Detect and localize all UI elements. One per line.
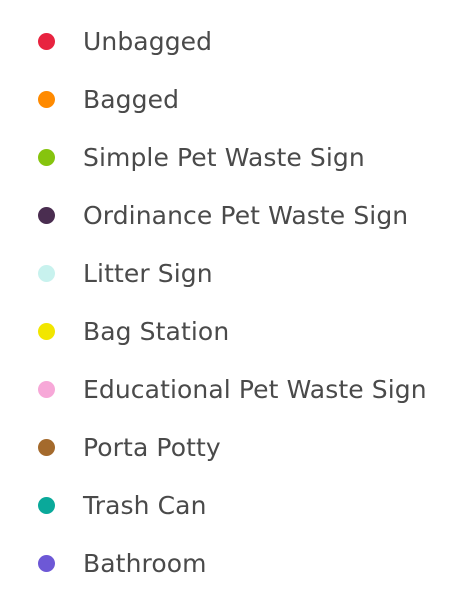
legend-item-litter-sign: [38, 253, 213, 293]
legend-item-bathroom: [38, 543, 207, 583]
legend-item-ordinance-pet-waste-sign: [38, 195, 408, 235]
legend-label: Porta Potty: [83, 432, 221, 462]
legend-item-trash-can: [38, 485, 207, 525]
legend-item-educational-pet-waste-sign: [38, 369, 427, 409]
educational-pet-waste-sign-swatch-icon: [38, 381, 55, 398]
legend-label: Unbagged: [83, 26, 213, 56]
legend-label: Ordinance Pet Waste Sign: [83, 200, 409, 230]
legend-label: Simple Pet Waste Sign: [83, 142, 365, 172]
legend-label: Litter Sign: [83, 258, 213, 288]
litter-sign-swatch-icon: [38, 265, 55, 282]
unbagged-swatch-icon: [38, 33, 55, 50]
bathroom-swatch-icon: [38, 555, 55, 572]
porta-potty-swatch-icon: [38, 439, 55, 456]
legend-item-simple-pet-waste-sign: [38, 137, 365, 177]
legend-label: Bag Station: [83, 316, 230, 346]
legend-label: Educational Pet Waste Sign: [83, 374, 427, 404]
legend-label: Trash Can: [83, 490, 207, 520]
legend-item-bagged: [38, 79, 179, 119]
ordinance-pet-waste-sign-swatch-icon: [38, 207, 55, 224]
bagged-swatch-icon: [38, 91, 55, 108]
legend-label: Bagged: [83, 84, 180, 114]
trash-can-swatch-icon: [38, 497, 55, 514]
legend-item-porta-potty: [38, 427, 221, 467]
bag-station-swatch-icon: [38, 323, 55, 340]
legend-item-bag-station: [38, 311, 229, 351]
legend-item-unbagged: [38, 21, 212, 61]
legend-label: Bathroom: [83, 548, 207, 578]
simple-pet-waste-sign-swatch-icon: [38, 149, 55, 166]
